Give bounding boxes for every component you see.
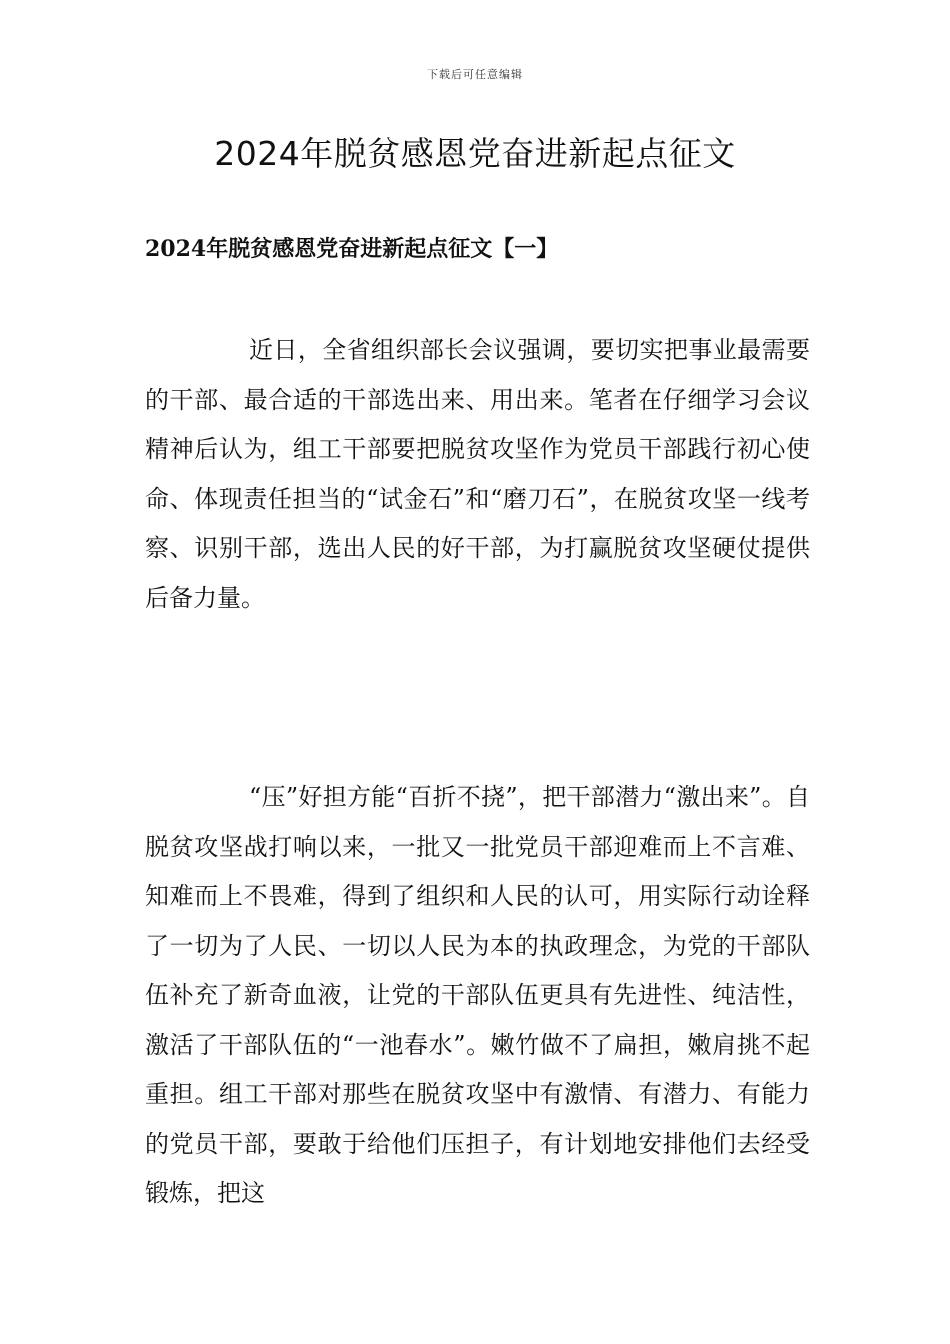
paragraph-2: “压”好担方能“百折不挠”，把干部潜力“激出来”。自脱贫攻坚战打响以来，一批又一批党员干部迎难而上不言难、知难而上不畏难，得到了组织和人民的认可，用实际行动诠释了一切为了人民、一切以人民为本的执政理念，为党的干部队伍补充了新奇血液，让党的干部队伍更具有先进性、纯洁性，激活了干部队伍的“一池春水”。嫩竹做不了扁担，嫩肩挑不起重担。组工干部对那些在脱贫攻坚中有激情、有潜力、有能力的党员干部，要敢于给他们压担子，有计划地安排他们去经受锻炼，把这 — [145, 783, 810, 1207]
paragraph-1: 近日，全省组织部长会议强调，要切实把事业最需要的干部、最合适的干部选出来、用出来。笔者在仔细学习会议精神后认为，组工干部要把脱贫攻坚作为党员干部践行初心使命、体现责任担当的“试金石”和“磨刀石”，在脱贫攻坚一线考察、识别干部，选出人民的好干部，为打赢脱贫攻坚硬仗提供后备力量。 — [145, 336, 810, 612]
header-note: 下载后可任意编辑 — [427, 68, 523, 81]
section-heading: 2024年脱贫感恩党奋进新起点征文【一】 — [145, 236, 559, 262]
document-title: 2024年脱贫感恩党奋进新起点征文 — [214, 134, 736, 173]
